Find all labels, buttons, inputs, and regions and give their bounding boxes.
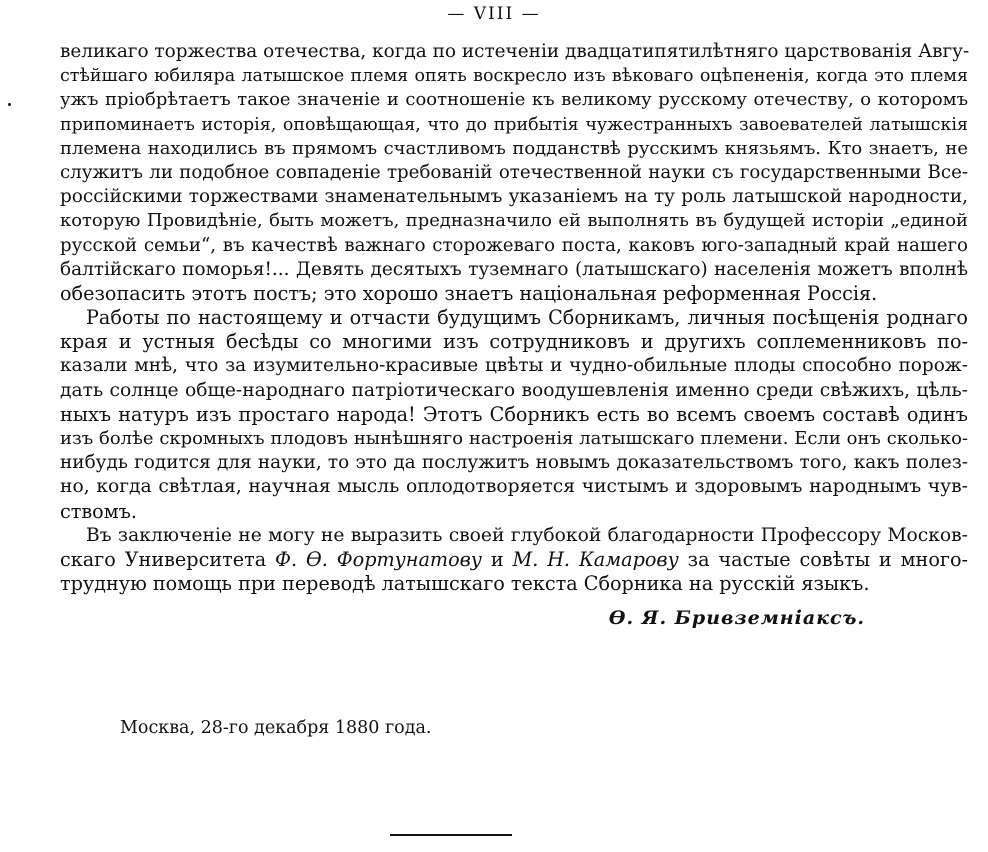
text-line: но, когда свѣтлая, научная мысль оплодотворяется чистымъ и здоровымъ народнымъ чув- [60,476,968,498]
text-line: дать солнце обще-народнаго патріотическаго воодушевленія именно среди свѣжихъ, цѣль- [60,379,968,401]
text-line: трудную помощь при переводѣ латышскаго текста Сборника на русскій языкъ. [60,572,870,596]
text-fragment: скаго Университета [60,547,276,571]
text-line: ствомъ. [60,499,137,523]
text-line: русской семьи“, въ качествѣ важнаго сторожеваго поста, каковъ юго-западный край нашего [60,234,968,256]
text-line: припоминаетъ исторія, оповѣщающая, что до прибытія чужестранныхъ завоевателей латышскія [60,114,968,135]
professor-name-fortunatov: Ф. Ѳ. Фортунатову [275,547,482,571]
text-line: ужъ пріобрѣтаетъ такое значеніе и соотношеніе къ великому русскому отечеству, о которомъ [60,89,968,111]
page-number: — VIII — [447,4,541,24]
body-text [60,40,968,596]
text-line: Въ заключеніе не могу не выразить своей глубокой благодарности Профессору Москов- [86,524,968,546]
text-line: казали мнѣ, что за изумительно-красивые цвѣты и чудно-обильные плоды способно порож- [60,355,968,377]
text-line: россійскими торжествами знаменательнымъ указаніемъ на ту роль латышской народности, [60,186,968,208]
paragraph-2 [60,306,968,524]
text-line: нибудь годится для науки, то это да послужитъ новымъ доказательствомъ того, какъ полез- [60,452,968,474]
name-kamarov: М. Н. Камарову [512,547,679,571]
margin-ink-dot [8,103,11,106]
text-line: края и устныя бесѣды со многими изъ сотрудниковъ и другихъ соплеменниковъ по- [60,330,968,354]
text-line: ныхъ натуръ изъ простаго народа! Этотъ Сборникъ есть во всемъ своемъ составѣ одинъ [60,402,968,426]
text-line: Работы по настоящему и отчасти будущимъ Сборникамъ, личныя посѣщенія роднаго [86,306,968,330]
text-line: служитъ ли подобное совпаденіе требованій отечественной науки съ государственными Все- [60,161,968,183]
paragraph-3 [60,524,968,597]
closing-rule [390,834,512,836]
text-fragment: и [481,547,513,571]
text-line: обезопасить этотъ постъ; это хорошо знаетъ національная реформенная Россія. [60,281,878,305]
text-line-with-names [60,548,968,572]
author-signature: Ѳ. Я. Бривземніаксъ. [608,607,865,629]
text-line: великаго торжества отечества, когда по истеченіи двадцатипятилѣтняго царствованія Авгу- [60,41,970,62]
text-line: племена находились въ прямомъ счастливомъ подданствѣ русскимъ князьямъ. Кто знаетъ, не [60,137,968,159]
place-and-date: Москва, 28-го декабря 1880 года. [120,718,432,738]
text-line: балтійскаго поморья!... Девять десятыхъ туземнаго (латышскаго) населенія можетъ вполнѣ [60,258,968,280]
text-line: изъ болѣе скромныхъ плодовъ нынѣшняго настроенія латышскаго племени. Если онъ сколько- [60,428,968,449]
paragraph-1 [60,40,968,306]
text-line: которую Провидѣніе, быть можетъ, предназначило ей выполнять въ будущей исторіи „единой [60,210,968,232]
text-fragment: за частые совѣты и много- [678,547,968,571]
text-line: стѣйшаго юбиляра латышское племя опять воскресло изъ вѣковаго оцѣпененія, когда это племя [60,66,968,87]
